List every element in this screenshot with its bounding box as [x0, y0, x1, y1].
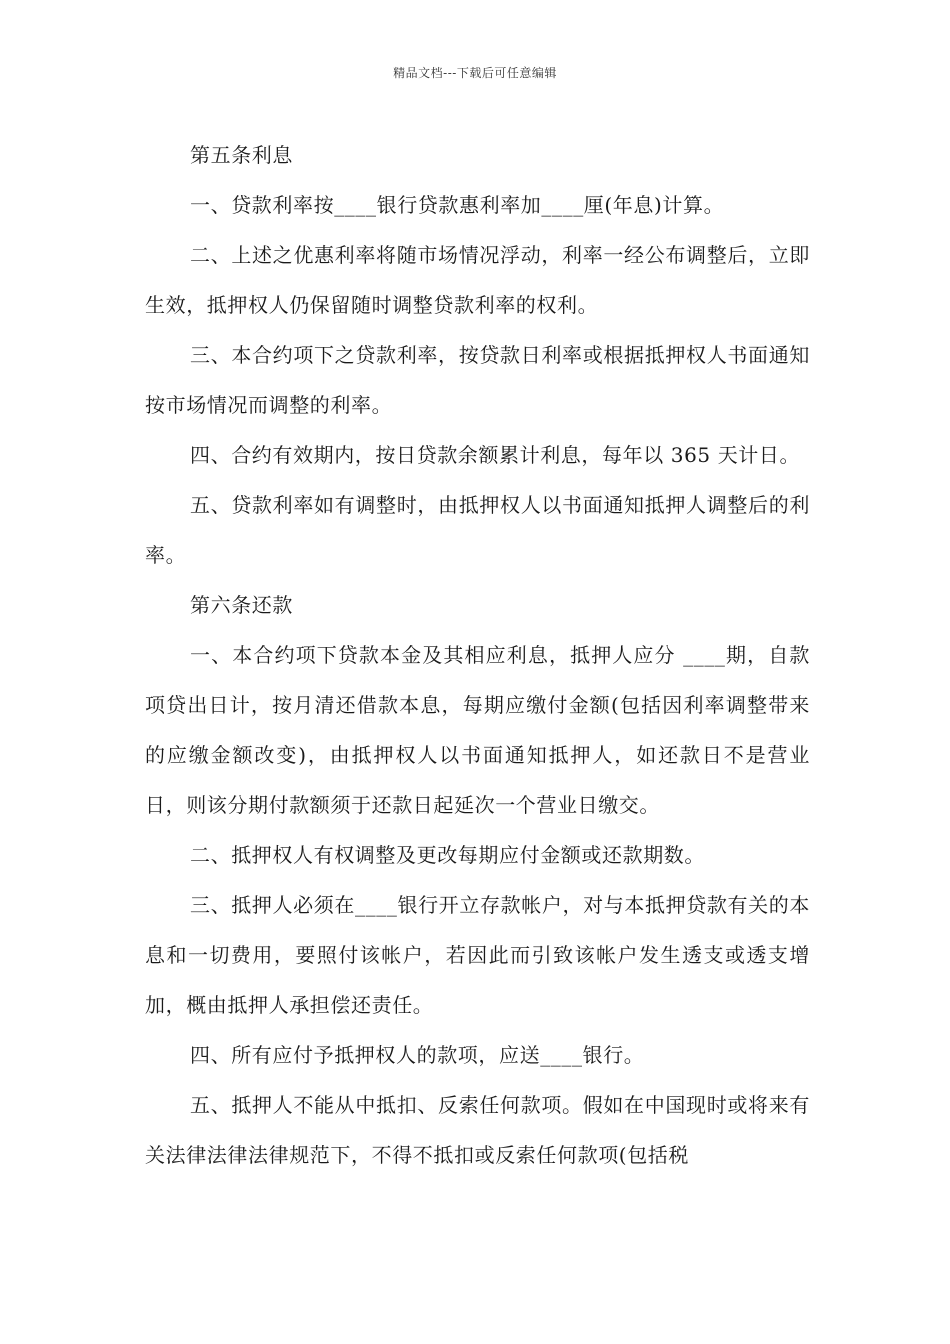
section-heading-article-5: 第五条利息 — [190, 143, 293, 167]
paragraph: 二、上述之优惠利率将随市场情况浮动，利率一经公布调整后，立即生效，抵押权人仍保留随时调整贷款利率的权利。 — [145, 243, 810, 317]
paragraph: 四、所有应付予抵押权人的款项，应送____银行。 — [190, 1043, 645, 1067]
paragraph: 四、合约有效期内，按日贷款余额累计利息，每年以 365 天计日。 — [190, 443, 801, 467]
paragraph: 一、本合约项下贷款本金及其相应利息，抵押人应分 ____期，自款项贷出日计，按月清还借款本息，每期应缴付金额(包括因利率调整带来的应缴金额改变)，由抵押权人以书面通知抵押人，如还款日不是营业日，则该分期付款额须于还款日起延次一个营业日缴交。 — [145, 643, 810, 817]
section-heading-article-6: 第六条还款 — [190, 593, 293, 617]
page-header: 精品文档---下载后可任意编辑 — [393, 66, 557, 80]
paragraph: 三、本合约项下之贷款利率，按贷款日利率或根据抵押权人书面通知按市场情况而调整的利率。 — [145, 343, 810, 417]
paragraph: 一、贷款利率按____银行贷款惠利率加____厘(年息)计算。 — [190, 193, 725, 217]
paragraph: 五、抵押人不能从中抵扣、反索任何款项。假如在中国现时或将来有关法律法律法律规范下，不得不抵扣或反索任何款项(包括税 — [145, 1093, 810, 1167]
paragraph: 二、抵押权人有权调整及更改每期应付金额或还款期数。 — [190, 843, 705, 867]
paragraph: 三、抵押人必须在____银行开立存款帐户，对与本抵押贷款有关的本息和一切费用，要照付该帐户，若因此而引致该帐户发生透支或透支增加，概由抵押人承担偿还责任。 — [145, 893, 810, 1017]
document-body — [145, 130, 810, 1180]
paragraph: 五、贷款利率如有调整时，由抵押权人以书面通知抵押人调整后的利率。 — [145, 493, 810, 567]
